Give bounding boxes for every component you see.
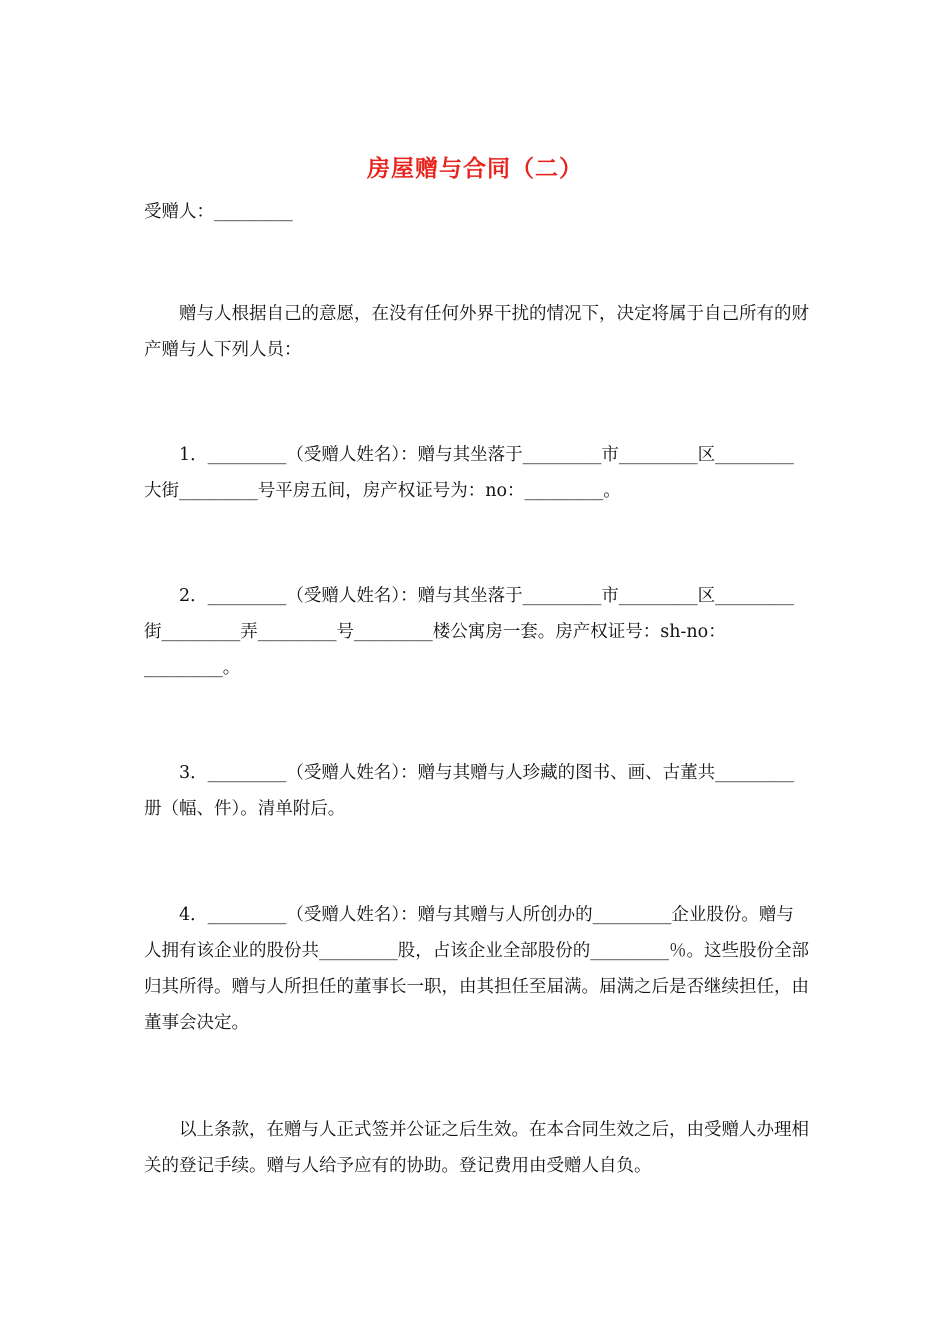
intro-paragraph: 赠与人根据自己的意愿，在没有任何外界干扰的情况下，决定将属于自己所有的财产赠与人下列人员： xyxy=(144,304,809,360)
document-title: 房屋赠与合同（二） xyxy=(367,155,583,182)
recipient-line: 受赠人：_________ xyxy=(144,202,293,222)
clause-3: 3．_________（受赠人姓名）：赠与其赠与人珍藏的图书、画、古董共_________册（幅、件）。清单附后。 xyxy=(144,763,794,819)
clause-2: 2．_________（受赠人姓名）：赠与其坐落于_________市_________区_________街_________弄_________号_________楼公寓房一套。房产权证号：sh-no：_________。 xyxy=(144,586,794,678)
clause-4: 4．_________（受赠人姓名）：赠与其赠与人所创办的_________企业股份。赠与人拥有该企业的股份共_________股，占该企业全部股份的_________％。这些股份全部归其所得。赠与人所担任的董事长一职，由其担任至届满。届满之后是否继续担任，由董事会决定。 xyxy=(144,905,809,1033)
closing-paragraph: 以上条款，在赠与人正式签并公证之后生效。在本合同生效之后，由受赠人办理相关的登记手续。赠与人给予应有的协助。登记费用由受赠人自负。 xyxy=(144,1120,809,1176)
clause-1: 1．_________（受赠人姓名）：赠与其坐落于_________市_________区_________大街_________号平房五间，房产权证号为：no：_________。 xyxy=(144,445,794,501)
